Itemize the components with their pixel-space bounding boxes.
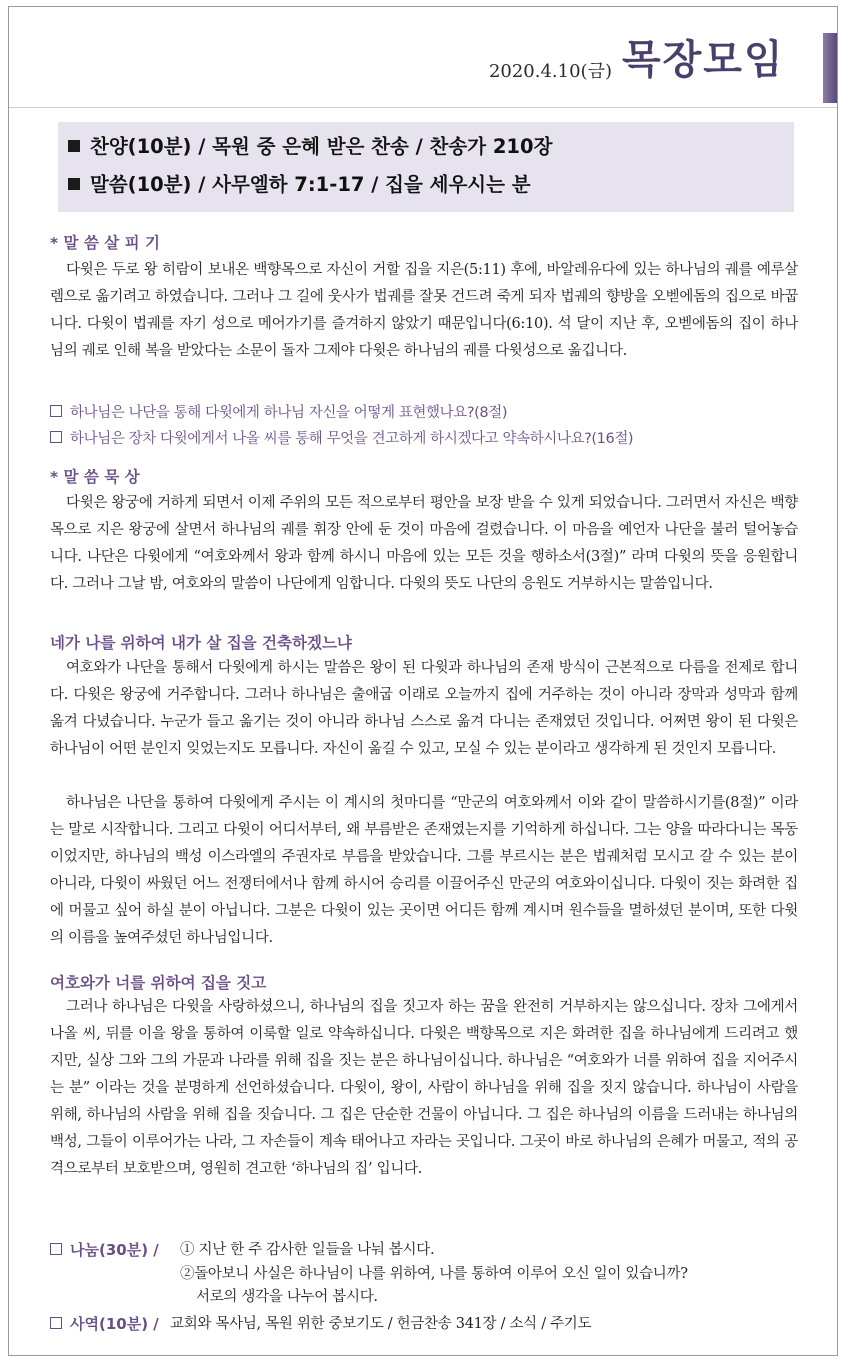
header-divider bbox=[9, 107, 837, 108]
observe-heading: * 말 씀 살 피 기 bbox=[50, 234, 160, 252]
word-line: 말씀(10분) / 사무엘하 7:1-17 / 집을 세우시는 분 bbox=[68, 170, 788, 200]
share-item-2-cont: 서로의 생각을 나누어 봅시다. bbox=[196, 1289, 378, 1305]
subheading-1: 네가 나를 위하여 내가 살 집을 건축하겠느냐 bbox=[50, 634, 352, 652]
worship-line: 찬양(10분) / 목원 중 은혜 받은 찬송 / 찬송가 210장 bbox=[68, 132, 788, 162]
mission-text: 교회와 목사님, 목원 위한 중보기도 / 헌금찬송 341장 / 소식 / 주기도 bbox=[170, 1316, 592, 1332]
mission-label: 사역(10분) / bbox=[50, 1312, 159, 1336]
checkbox-square-icon bbox=[50, 1317, 62, 1329]
sub2-paragraph: 그러나 하나님은 다윗을 사랑하셨으니, 하나님의 집을 짓고자 하는 꿈을 완전히 거부하지는 않으십니다. 장차 그에게서 나올 씨, 뒤를 이을 왕을 통하여 이룩할 일로 약속하십니다. 다윗은 백향목으로 지은 화려한 집을 하나님에게 드리려고 했지만, 실상 그와 그의 가문과 나라를 위해 집을 짓는 분은 하나님이십니다. 하나님은 “여호와가 너를 위하여 집을 지어주시는 분” 이라는 것을 분명하게 선언하셨습니다. 다윗이, 왕이, 사람이 하나님을 위해 집을 짓지 않습니다. 하나님이 사람을 위해, 하나님의 사람을 위해 집을 짓습니다. 그 집은 단순한 건물이 아닙니다. 그 집은 하나님의 이름을 드러내는 하나님의 백성, 그들이 이루어가는 나라, 그 자손들이 계속 태어나고 자라는 곳입니다. 그곳이 바로 하나님의 은혜가 머물고, 적의 공격으로부터 보호받으며, 영원히 견고한 ‘하나님의 집’ 입니다. bbox=[50, 999, 798, 1177]
checkbox-square-icon bbox=[50, 1243, 62, 1255]
sub1-paragraph-2: 하나님은 나단을 통하여 다윗에게 주시는 이 계시의 첫마디를 “만군의 여호와께서 이와 같이 말씀하시기를(8절)” 이라는 말로 시작합니다. 그리고 다윗이 어디서부터, 왜 부름받은 존재였는지를 기억하게 하십니다. 그는 양을 따라다니는 목동이었지만, 하나님의 백성 이스라엘의 주권자로 부름을 받았습니다. 그를 부르시는 분은 법궤처럼 모시고 갈 수 있는 분이 아니라, 다윗이 싸웠던 어느 전쟁터에서나 함께 하시어 승리를 이끌어주신 만군의 여호와이십니다. 다윗이 짓는 화려한 집에 머물고 싶어 하실 분이 아닙니다. 그분은 다윗이 있는 곳이면 어디든 함께 계시며 원수들을 멸하셨던 분이며, 또한 다윗의 이름을 높여주셨던 하나님입니다. bbox=[50, 795, 798, 946]
sub1-paragraph-1: 여호와가 나단을 통해서 다윗에게 하시는 말씀은 왕이 된 다윗과 하나님의 존재 방식이 근본적으로 다름을 전제로 합니다. 다윗은 왕궁에 거주합니다. 그러나 하나님은 출애굽 이래로 오늘까지 집에 거주하는 것이 아니라 장막과 성막과 함께 옮겨 다녔습니다. 누군가 들고 옮기는 것이 아니라 하나님 스스로 옮겨 다니는 존재였던 것입니다. 어쩌면 왕이 된 다윗은 하나님이 어떤 분인지 잊었는지도 모릅니다. 자신이 옮길 수 있고, 모실 수 있는 분이라고 생각하게 된 것인지 모릅니다. bbox=[50, 660, 798, 757]
meditate-heading: * 말 씀 묵 상 bbox=[50, 468, 140, 486]
meeting-date: 2020.4.10(금) bbox=[488, 61, 612, 82]
share-item-2: ②돌아보니 사실은 하나님이 나를 위하여, 나를 통하여 이루어 오신 일이 있습니까? bbox=[180, 1266, 688, 1282]
meditate-paragraph: 다윗은 왕궁에 거하게 되면서 이제 주위의 모든 적으로부터 평안을 보장 받을 수 있게 되었습니다. 그러면서 자신은 백향목으로 지은 왕궁에 살면서 하나님의 궤를 휘장 안에 둔 것이 마음에 걸렸습니다. 이 마음을 예언자 나단을 불러 털어놓습니다. 나단은 다윗에게 “여호와께서 왕과 함께 하시니 마음에 있는 모든 것을 행하소서(3절)” 라며 다윗의 뜻을 응원합니다. 그러나 그날 밤, 여호와의 말씀이 나단에게 임합니다. 다윗의 뜻도 나단의 응원도 거부하시는 말씀입니다. bbox=[50, 495, 798, 592]
question-1: 하나님은 나단을 통해 다윗에게 하나님 자신을 어떻게 표현했나요?(8절) bbox=[50, 400, 810, 426]
square-bullet-icon bbox=[68, 178, 80, 190]
square-bullet-icon bbox=[68, 140, 80, 152]
page-title: 목장모임 bbox=[622, 36, 785, 83]
share-item-1: ① 지난 한 주 감사한 일들을 나눠 봅시다. bbox=[180, 1242, 435, 1258]
share-label: 나눔(30분) / bbox=[50, 1238, 159, 1262]
checkbox-square-icon bbox=[50, 405, 62, 417]
subheading-2: 여호와가 너를 위하여 집을 짓고 bbox=[50, 974, 267, 992]
question-2: 하나님은 장차 다윗에게서 나올 씨를 통해 무엇을 견고하게 하시겠다고 약속하시나요?(16절) bbox=[50, 426, 810, 452]
observe-paragraph: 다윗은 두로 왕 히람이 보내온 백향목으로 자신이 거할 집을 지은(5:11) 후에, 바알레유다에 있는 하나님의 궤를 예루살렘으로 옮기려고 하였습니다. 그러나 그 길에 웃사가 법궤를 잘못 건드려 죽게 되자 법궤의 향방을 오벧에돔의 집으로 바꿉니다. 다윗이 법궤를 자기 성으로 메어가기를 즐겨하지 않았기 때문입니다(6:10). 석 달이 지난 후, 오벧에돔의 집이 하나님의 궤로 인해 복을 받았다는 소문이 돌자 그제야 다윗은 하나님의 궤를 다윗성으로 옮깁니다. bbox=[50, 262, 798, 359]
accent-bar bbox=[823, 33, 837, 103]
checkbox-square-icon bbox=[50, 431, 62, 443]
